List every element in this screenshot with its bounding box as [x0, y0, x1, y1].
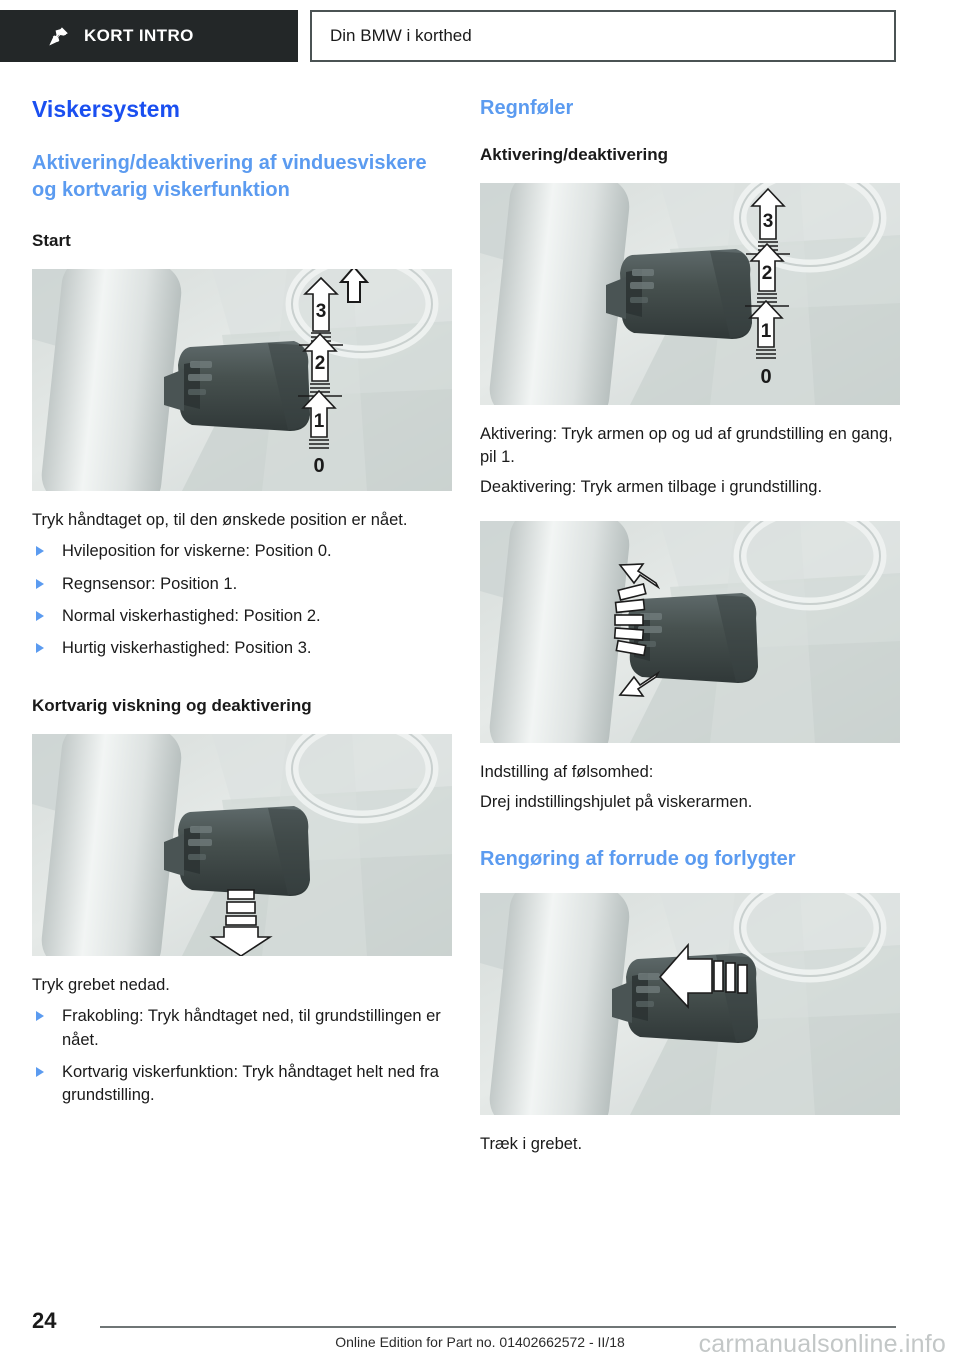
svg-text:1: 1 [760, 320, 772, 342]
list-item-label: Regnsensor: Position 1. [62, 574, 238, 593]
page-number: 24 [32, 1308, 57, 1333]
short-wipe-list [32, 1005, 452, 1108]
figure-sensitivity-wheel [480, 521, 900, 743]
left-column [32, 95, 452, 1117]
svg-text:2: 2 [314, 352, 326, 374]
figure-wiper-positions-graphic [32, 269, 452, 491]
figure-rain-sensor-graphic [480, 183, 900, 405]
list-item [32, 573, 452, 596]
triangle-bullet-icon [36, 1067, 44, 1077]
intro-paragraph: Tryk håndtaget op, til den ønskede position er nået. [32, 510, 408, 529]
figure-wiper-positions [32, 269, 452, 491]
svg-text:2: 2 [761, 262, 773, 284]
sensitivity-paragraph-2: Drej indstillingshjulet på viskerarmen. [480, 792, 753, 811]
subsection-title-cleaning: Rengøring af forrude og forlygter [480, 848, 796, 871]
figure-short-wipe-graphic [32, 734, 452, 956]
list-item-label: Frakobling: Tryk håndtaget ned, til grundstillingen er nået. [62, 1007, 441, 1049]
svg-text:1: 1 [313, 410, 325, 432]
figure-label-0: 0 [760, 365, 772, 388]
triangle-bullet-icon [36, 546, 44, 556]
chapter-tab[interactable] [0, 10, 298, 62]
figure-label-0: 0 [313, 454, 325, 477]
subsection-title-rain-sensor: Regnføler [480, 97, 574, 119]
figure-cleaning-pull-graphic [480, 893, 900, 1115]
watermark: carmanualsonline.info [698, 1330, 946, 1358]
chapter-tab-label: KORT INTRO [84, 26, 194, 45]
heading-activation: Aktivering/deaktivering [480, 145, 669, 164]
breadcrumb[interactable] [310, 10, 896, 62]
activation-paragraph-1: Aktivering: Tryk armen op og ud af grundstilling en gang, pil 1. [480, 424, 893, 467]
list-item [32, 1005, 452, 1052]
list-item-label: Kortvarig viskerfunktion: Tryk håndtaget helt ned fra grundstilling. [62, 1063, 439, 1105]
activation-paragraph-2: Deaktivering: Tryk armen tilbage i grundstilling. [480, 477, 823, 496]
short-wipe-paragraph: Tryk grebet nedad. [32, 975, 170, 994]
pin-icon [48, 25, 70, 47]
subsection-title-wiper-activation: Aktivering/deaktivering af vinduesviskere og kortvarig viskerfunktion [32, 151, 427, 201]
page-title: Viskersystem [32, 96, 180, 122]
list-item-label: Hurtig viskerhastighed: Position 3. [62, 639, 312, 658]
list-item [32, 637, 452, 660]
triangle-bullet-icon [36, 611, 44, 621]
page-header [0, 10, 960, 66]
sensitivity-paragraph-1: Indstilling af følsomhed: [480, 763, 654, 782]
triangle-bullet-icon [36, 579, 44, 589]
figure-cleaning-pull [480, 893, 900, 1115]
breadcrumb-label: Din BMW i korthed [330, 26, 472, 45]
heading-start: Start [32, 230, 71, 250]
list-item [32, 540, 452, 563]
wiper-position-list [32, 540, 452, 661]
list-item [32, 605, 452, 628]
figure-short-wipe [32, 734, 452, 956]
footer-divider [100, 1326, 896, 1328]
figure-rain-sensor-positions [480, 183, 900, 405]
list-item-label: Hvileposition for viskerne: Position 0. [62, 542, 332, 561]
page-footer [0, 1290, 960, 1362]
footer-note: Online Edition for Part no. 01402662572 - II/18 [335, 1334, 625, 1350]
triangle-bullet-icon [36, 643, 44, 653]
right-column [480, 95, 900, 1156]
figure-sensitivity-wheel-graphic [480, 521, 900, 743]
cleaning-paragraph: Træk i grebet. [480, 1135, 583, 1154]
svg-text:3: 3 [762, 210, 774, 232]
heading-short-wipe: Kortvarig viskning og deaktivering [32, 695, 312, 715]
svg-text:3: 3 [315, 300, 327, 322]
triangle-bullet-icon [36, 1011, 44, 1021]
list-item [32, 1061, 452, 1108]
list-item-label: Normal viskerhastighed: Position 2. [62, 606, 321, 625]
